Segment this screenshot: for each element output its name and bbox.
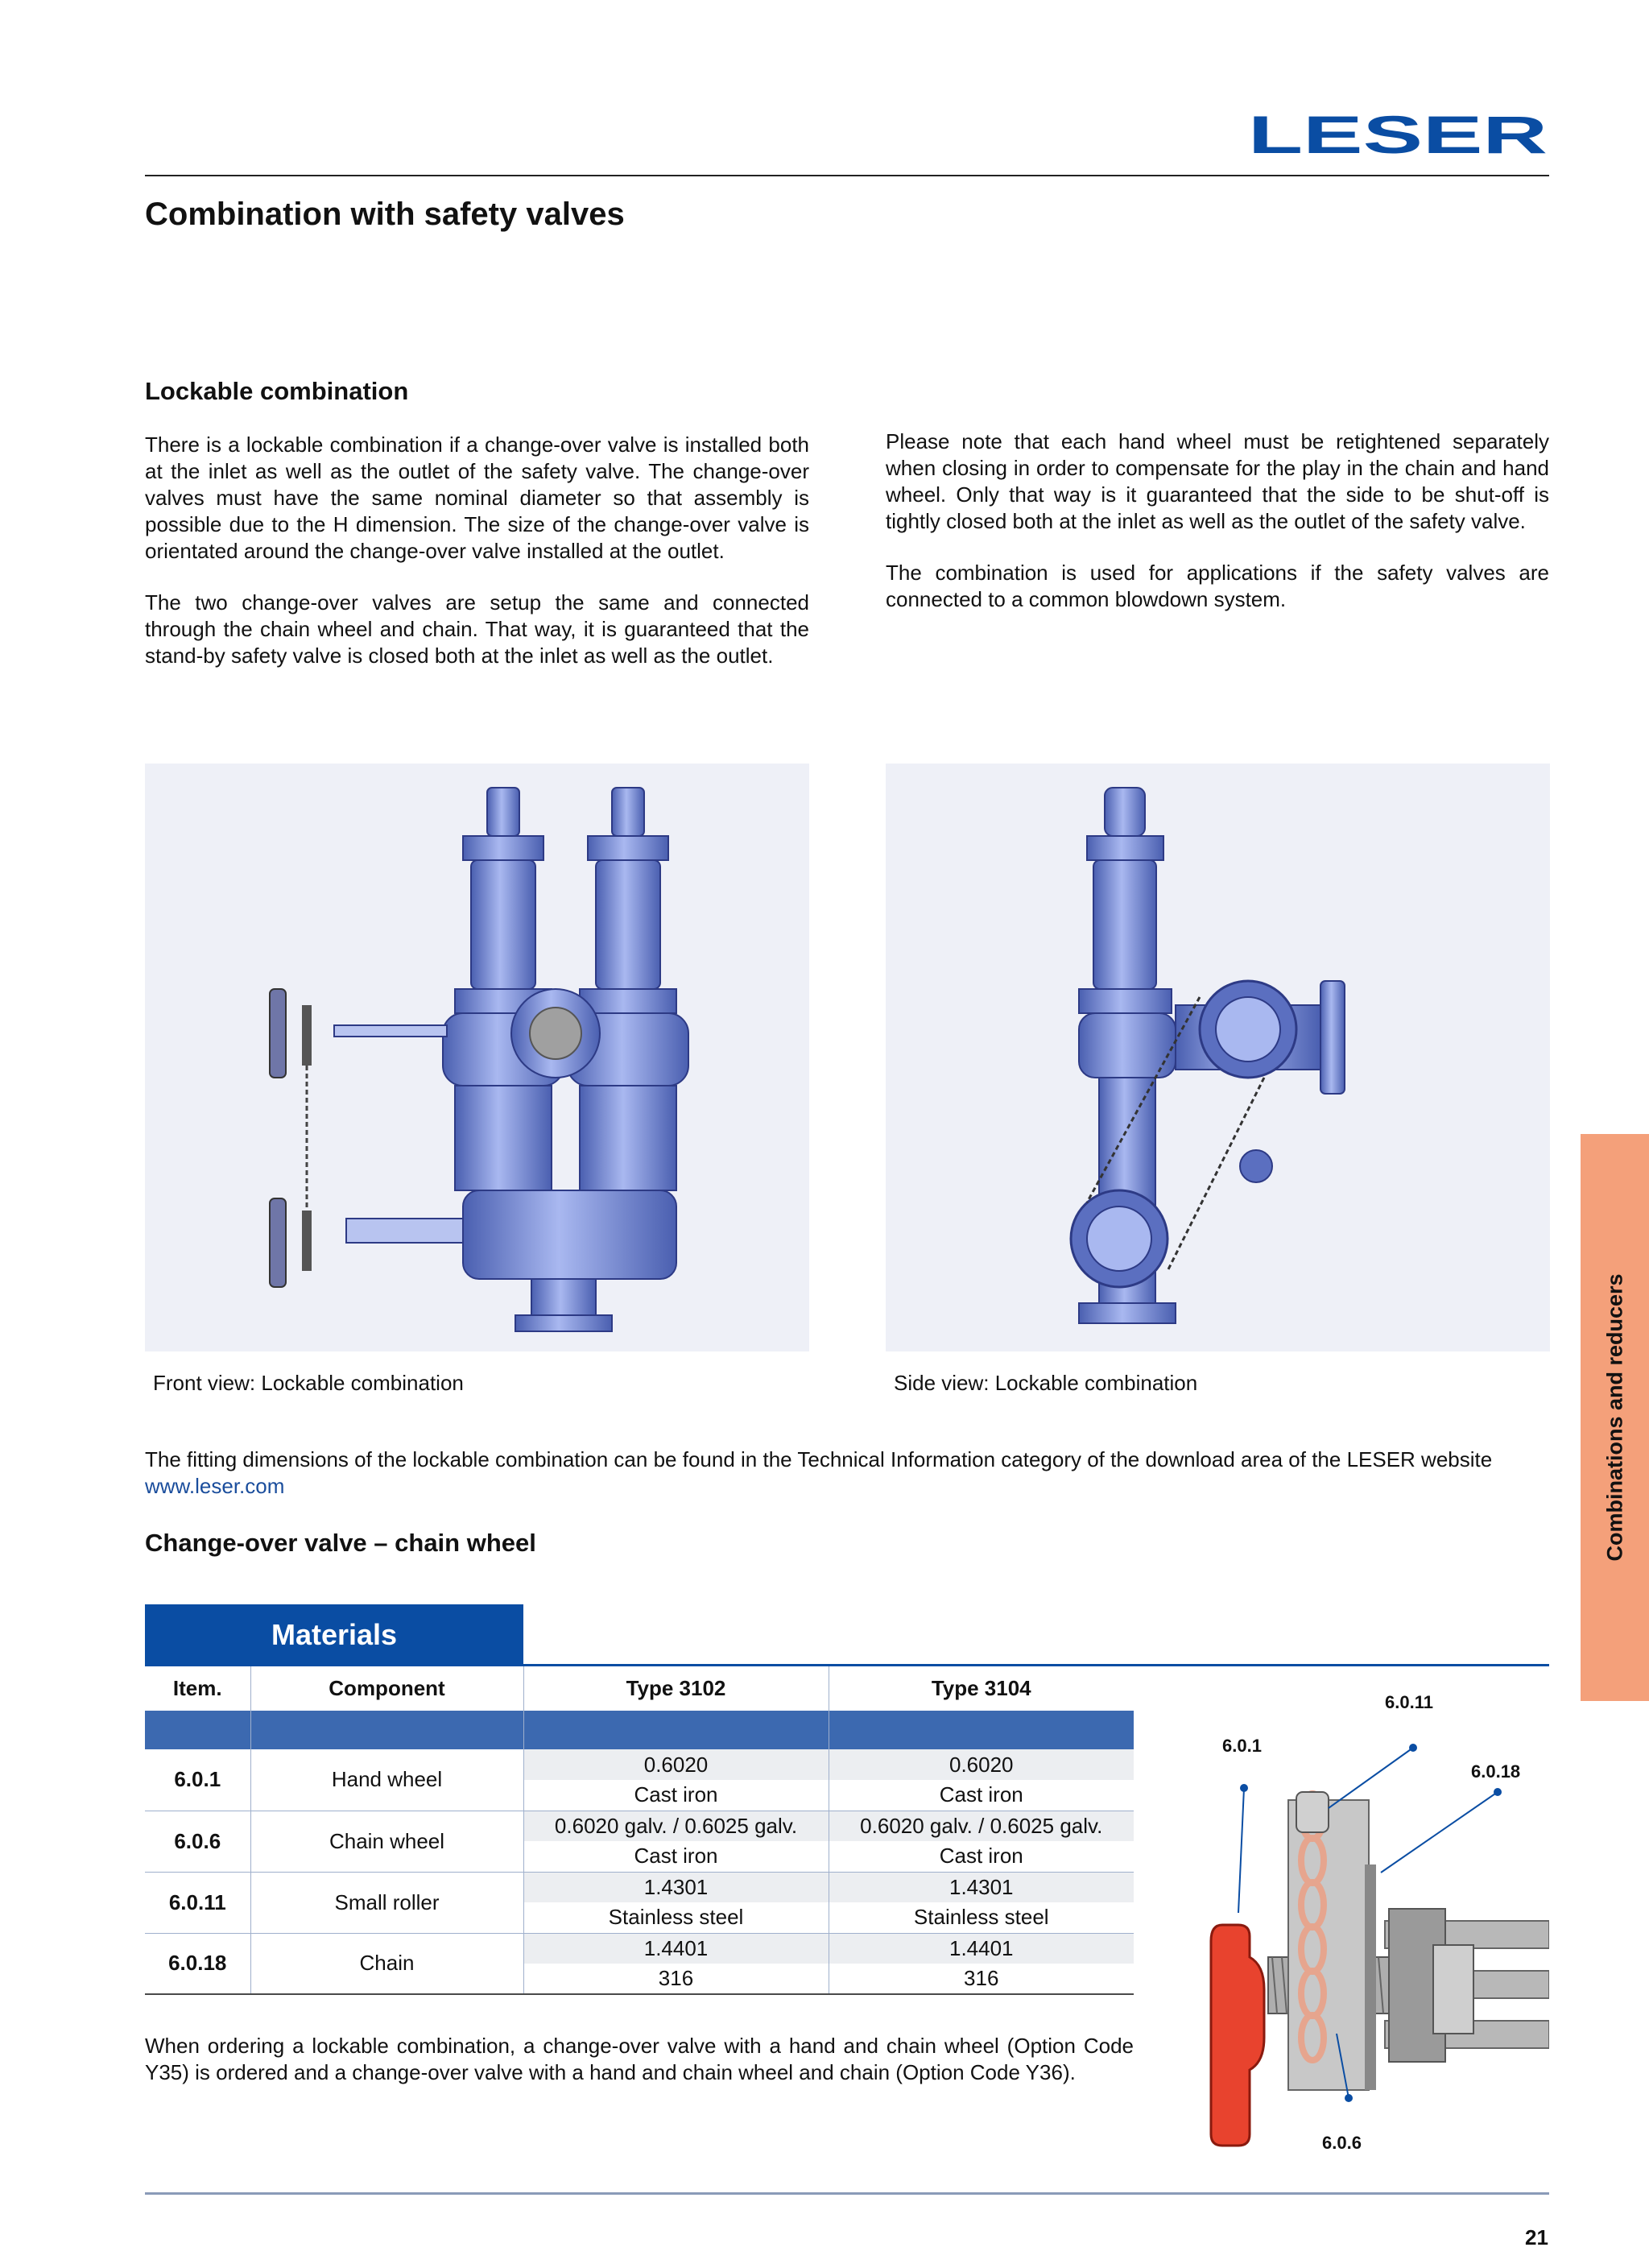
material-cell: Stainless steel	[523, 1902, 829, 1933]
table-row	[145, 1933, 1134, 1964]
material-code-cell: 1.4301	[523, 1872, 829, 1902]
section-title-lockable: Lockable combination	[145, 377, 409, 405]
section-side-tab	[1581, 1134, 1649, 1701]
table-row	[145, 1872, 1134, 1902]
material-code-cell: 1.4401	[829, 1933, 1134, 1964]
side-view-illustration	[886, 764, 1550, 1351]
table-row	[145, 1749, 1134, 1780]
column-header: Item.	[145, 1666, 250, 1711]
header-rule	[145, 175, 1549, 176]
material-code-cell: 0.6020	[829, 1749, 1134, 1780]
material-cell: Cast iron	[523, 1780, 829, 1811]
svg-text:LESER: LESER	[1248, 113, 1548, 156]
paragraph: The two change-over valves are setup the same and connected through the chain wheel and chain. That way, it is guaranteed that the stand-by safety valve is closed both at the inlet as well as the outlet.	[145, 590, 809, 668]
table-row	[145, 1811, 1134, 1841]
section-title-chain-wheel: Change-over valve – chain wheel	[145, 1529, 536, 1557]
side-view-caption: Side view: Lockable combination	[894, 1371, 1198, 1395]
material-cell: Cast iron	[829, 1841, 1134, 1872]
item-cell: 6.0.6	[145, 1811, 250, 1872]
chain-wheel-detail-illustration	[1192, 1679, 1549, 2162]
label-chain: 6.0.18	[1471, 1761, 1521, 1782]
side-view-figure	[886, 764, 1550, 1351]
material-code-cell: 0.6020 galv. / 0.6025 galv.	[829, 1811, 1134, 1841]
label-hand-wheel: 6.0.1	[1222, 1736, 1262, 1756]
component-cell: Hand wheel	[250, 1749, 523, 1811]
column-header: Type 3104	[931, 1676, 1031, 1700]
leser-logo	[1246, 113, 1549, 156]
fitting-note	[145, 1446, 1549, 1500]
item-cell: 6.0.11	[145, 1872, 250, 1933]
left-column-text	[145, 432, 809, 669]
paragraph: The combination is used for applications if the safety valves are connected to a common blowdown system.	[886, 561, 1549, 611]
material-code-cell: 0.6020 galv. / 0.6025 galv.	[523, 1811, 829, 1841]
column-header: Type 3102	[523, 1666, 829, 1711]
page-number: 21	[1525, 2225, 1548, 2249]
material-cell: Cast iron	[829, 1780, 1134, 1811]
material-cell: 316	[523, 1964, 829, 1994]
item-cell: 6.0.1	[145, 1749, 250, 1811]
front-view-caption: Front view: Lockable combination	[153, 1371, 464, 1395]
component-cell: Chain	[250, 1933, 523, 1994]
paragraph: There is a lockable combination if a change-over valve is installed both at the inlet as well as the outlet of the safety valve. The change-over valves must have the same nominal diameter so that assembly is possible due to the H dimension. The size of the change-over valve is orientated around the change-over valve installed at the outlet.	[145, 432, 809, 563]
footer-rule	[145, 2192, 1549, 2195]
component-cell: Chain wheel	[250, 1811, 523, 1872]
component-cell: Small roller	[250, 1872, 523, 1933]
page-title: Combination with safety valves	[145, 197, 625, 232]
label-small-roller: 6.0.11	[1385, 1692, 1433, 1712]
material-cell: Stainless steel	[829, 1902, 1134, 1933]
label-chain-wheel: 6.0.6	[1322, 2133, 1362, 2153]
front-view-illustration	[145, 764, 809, 1351]
leser-website-link[interactable]: www.leser.com	[145, 1474, 285, 1498]
material-code-cell: 1.4301	[829, 1872, 1134, 1902]
table-band-row	[145, 1711, 1134, 1749]
material-code-cell: 1.4401	[523, 1933, 829, 1964]
fitting-note-text: The fitting dimensions of the lockable combination can be found in the Technical Information category of the download area of the LESER website	[145, 1447, 1493, 1471]
material-cell: Cast iron	[523, 1841, 829, 1872]
table-header-row	[145, 1666, 1134, 1711]
material-cell: 316	[829, 1964, 1134, 1994]
item-cell: 6.0.18	[145, 1933, 250, 1994]
column-header: Component	[250, 1666, 523, 1711]
side-tab-label: Combinations and reducers	[1602, 1273, 1626, 1562]
front-view-figure	[145, 764, 809, 1351]
materials-tab: Materials	[145, 1604, 523, 1666]
paragraph: Please note that each hand wheel must be retightened separately when closing in order to compensate for the play in the chain and hand wheel. Only that way is it guaranteed that the side to be shut-off is tightly closed both at the inlet as well as the outlet of the safety valve.	[886, 429, 1549, 533]
right-column-text	[886, 428, 1549, 613]
order-note: When ordering a lockable combination, a change-over valve with a hand and chain wheel (Option Code Y35) is ordered and a change-over valve with a hand and chain wheel and chain (Option Code Y36).	[145, 2034, 1134, 2084]
chain-wheel-detail-figure	[1192, 1679, 1549, 2162]
materials-table	[145, 1666, 1134, 1995]
material-code-cell: 0.6020	[523, 1749, 829, 1780]
